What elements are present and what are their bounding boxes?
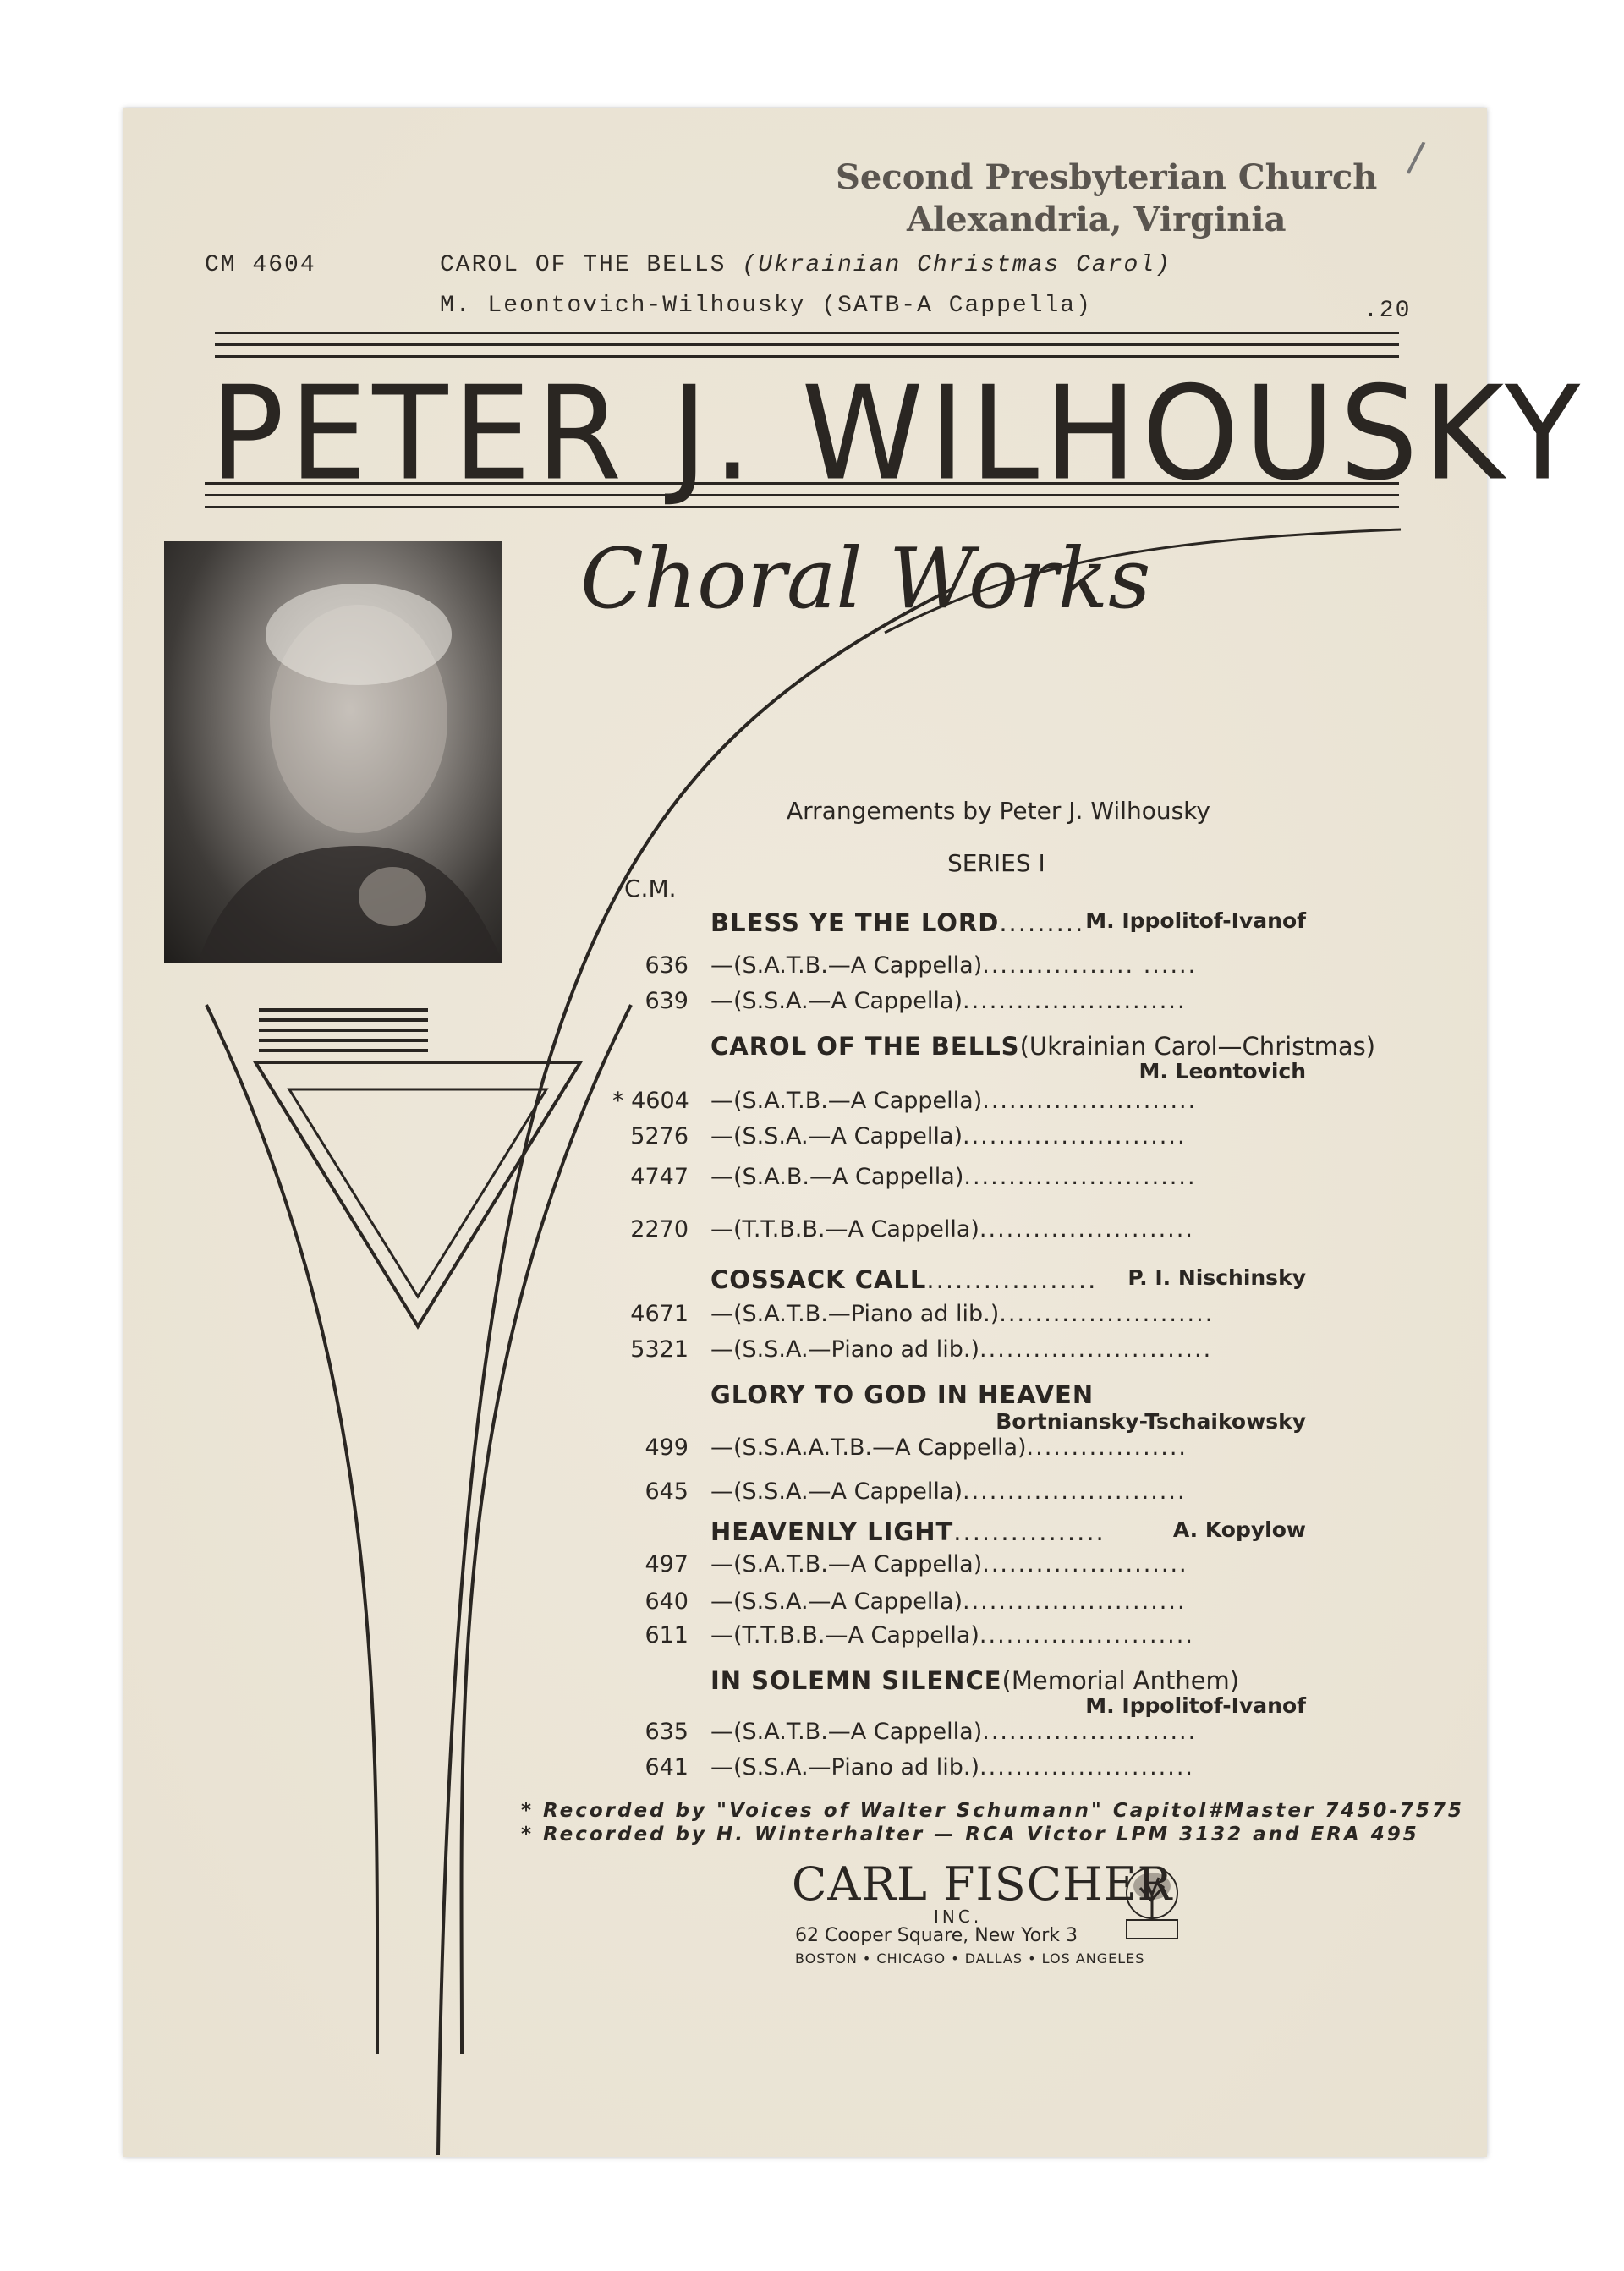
catalog-number-cell: 4671	[630, 1301, 689, 1327]
voicing-row	[710, 1216, 1194, 1242]
work-composer: Bortniansky-Tschaikowsky	[996, 1409, 1306, 1434]
leader-dots: .........	[999, 908, 1085, 937]
triangle-inner	[289, 1089, 546, 1297]
voicing-label: —(S.A.B.—A Cappella)	[710, 1164, 964, 1190]
leader-dots: ........................	[979, 1622, 1194, 1648]
voicing-row	[710, 988, 1187, 1014]
leader-dots: ................. ......	[982, 952, 1198, 979]
sheet-music-cover	[123, 108, 1586, 2157]
voicing-label: —(T.T.B.B.—A Cappella)	[710, 1216, 979, 1242]
voicing-row	[710, 1336, 1212, 1363]
voicing-row	[710, 1123, 1187, 1149]
leader-dots: ..................	[926, 1265, 1098, 1294]
catalog-number-cell: 5321	[630, 1336, 689, 1363]
carl-fischer-tree-logo-icon	[1120, 1861, 1184, 1945]
portrait-photo	[164, 541, 502, 963]
voicing-row	[710, 1164, 1197, 1190]
catalog-number-cell: 497	[645, 1551, 689, 1577]
catalog-number-cell: 635	[645, 1719, 689, 1745]
leader-dots: ........................	[979, 1216, 1194, 1242]
voicing-row	[710, 1719, 1197, 1745]
voicing-label: —(S.S.A.A.T.B.—A Cappella)	[710, 1434, 1027, 1461]
work-title	[710, 1380, 1094, 1409]
work-title-text: COSSACK CALL	[710, 1265, 927, 1294]
catalog-number-cell: 636	[645, 952, 689, 979]
voicing-row	[710, 1754, 1194, 1780]
voicing-row	[710, 1588, 1187, 1615]
voicing-row	[710, 1434, 1188, 1461]
footnote-1: * Recorded by "Voices of Walter Schumann" Capitol#Master 7450-7575	[521, 1800, 1464, 1822]
catalog-number-cell: 641	[645, 1754, 689, 1780]
catalog-number-cell: 499	[645, 1434, 689, 1461]
voicing-label: —(T.T.B.B.—A Cappella)	[710, 1622, 979, 1648]
catalog-number-cell: 639	[645, 988, 689, 1014]
voicing-label: —(S.A.T.B.—A Cappella)	[710, 1088, 983, 1114]
footnote-2: * Recorded by H. Winterhalter — RCA Victor LPM 3132 and ERA 495	[521, 1824, 1419, 1846]
leader-dots: .........................	[962, 1588, 1187, 1615]
swash-line	[885, 529, 1401, 633]
work-title-text: GLORY TO GOD IN HEAVEN	[710, 1380, 1095, 1409]
arrangements-heading: Arrangements by Peter J. Wilhousky	[787, 797, 1210, 825]
header-title-text: CAROL OF THE BELLS	[440, 252, 727, 278]
voicing-row	[710, 1088, 1197, 1114]
catalog-number-cell: 611	[645, 1622, 689, 1648]
work-title	[710, 1517, 1106, 1546]
voicing-row	[710, 1301, 1214, 1327]
publisher-name: CARL FISCHER	[792, 1857, 1173, 1911]
catalog-number: CM 4604	[205, 252, 316, 278]
church-stamp-line2: Alexandria, Virginia	[907, 200, 1287, 239]
voicing-label: —(S.A.T.B.—A Cappella)	[710, 1551, 983, 1577]
voicing-row	[710, 1551, 1188, 1577]
leader-dots: ........................	[979, 1754, 1195, 1780]
work-composer: M. Ippolitof-Ivanof	[1085, 1693, 1306, 1718]
header-credit: M. Leontovich-Wilhousky (SATB-A Cappella)	[440, 293, 1092, 319]
work-composer: A. Kopylow	[1172, 1517, 1306, 1542]
catalog-number-cell: 2270	[630, 1216, 689, 1242]
voicing-label: —(S.S.A.—Piano ad lib.)	[710, 1336, 980, 1363]
work-title-text: BLESS YE THE LORD	[710, 908, 1000, 937]
triangle-outline	[255, 1062, 580, 1326]
leader-dots: ........................	[999, 1301, 1215, 1327]
voicing-label: —(S.A.T.B.—A Cappella)	[710, 952, 983, 979]
cm-column-label: C.M.	[624, 875, 677, 902]
work-composer: M. Ippolitof-Ivanof	[1085, 908, 1306, 933]
work-title-text: IN SOLEMN SILENCE	[710, 1666, 1002, 1695]
voicing-label: —(S.S.A.—A Cappella)	[710, 1588, 963, 1615]
pencil-mark: /	[1405, 133, 1427, 182]
work-composer: M. Leontovich	[1138, 1059, 1306, 1083]
leader-dots: ..................	[1026, 1434, 1188, 1461]
voicing-label: —(S.A.T.B.—A Cappella)	[710, 1719, 983, 1745]
leader-dots: ................	[953, 1517, 1106, 1546]
hourglass-left-curve	[206, 1005, 377, 2054]
catalog-number-cell: 5276	[630, 1123, 689, 1149]
catalog-number-cell: 4747	[630, 1164, 689, 1190]
work-title-text: HEAVENLY LIGHT	[710, 1517, 954, 1546]
header-subtitle: (Ukrainian Christmas Carol)	[742, 252, 1171, 278]
voicing-label: —(S.A.T.B.—Piano ad lib.)	[710, 1301, 1000, 1327]
leader-dots: .........................	[962, 1478, 1187, 1505]
composer-name-banner: PETER J. WILHOUSKY	[210, 358, 1586, 510]
work-title	[710, 1032, 1375, 1061]
leader-dots: ..........................	[963, 1164, 1197, 1190]
catalog-number-cell: * 4604	[612, 1088, 689, 1114]
series-heading: SERIES I	[947, 849, 1045, 877]
work-note: (Memorial Anthem)	[1001, 1666, 1240, 1695]
leader-dots: ........................	[982, 1088, 1198, 1114]
voicing-label: —(S.S.A.—A Cappella)	[710, 988, 963, 1014]
catalog-number-cell: 640	[645, 1588, 689, 1615]
work-title-text: CAROL OF THE BELLS	[710, 1032, 1020, 1061]
leader-dots: .........................	[962, 1123, 1187, 1149]
voicing-row	[710, 1622, 1194, 1648]
work-composer: P. I. Nischinsky	[1127, 1265, 1306, 1290]
church-stamp-line1: Second Presbyterian Church	[836, 157, 1378, 197]
leader-dots: .......................	[982, 1551, 1188, 1577]
publisher-address: 62 Cooper Square, New York 3	[795, 1925, 1078, 1946]
work-title	[710, 1265, 1097, 1294]
header-price: .20	[1363, 298, 1412, 324]
voicing-row	[710, 1478, 1187, 1505]
leader-dots: ........................	[982, 1719, 1198, 1745]
work-title	[710, 1666, 1239, 1695]
portrait-icon	[164, 541, 502, 963]
hourglass-right-curve	[462, 1005, 631, 2054]
voicing-label: —(S.S.A.—Piano ad lib.)	[710, 1754, 980, 1780]
publisher-cities: BOSTON • CHICAGO • DALLAS • LOS ANGELES	[795, 1950, 1145, 1967]
voicing-label: —(S.S.A.—A Cappella)	[710, 1478, 963, 1505]
leader-dots: .........................	[962, 988, 1187, 1014]
work-note: (Ukrainian Carol—Christmas)	[1019, 1032, 1376, 1061]
voicing-label: —(S.S.A.—A Cappella)	[710, 1123, 963, 1149]
leader-dots: ..........................	[979, 1336, 1213, 1363]
choral-works-script: Choral Works	[580, 531, 1151, 628]
catalog-number-cell: 645	[645, 1478, 689, 1505]
voicing-row	[710, 952, 1197, 979]
work-title	[710, 908, 1084, 937]
publisher-inc: INC.	[934, 1906, 983, 1927]
